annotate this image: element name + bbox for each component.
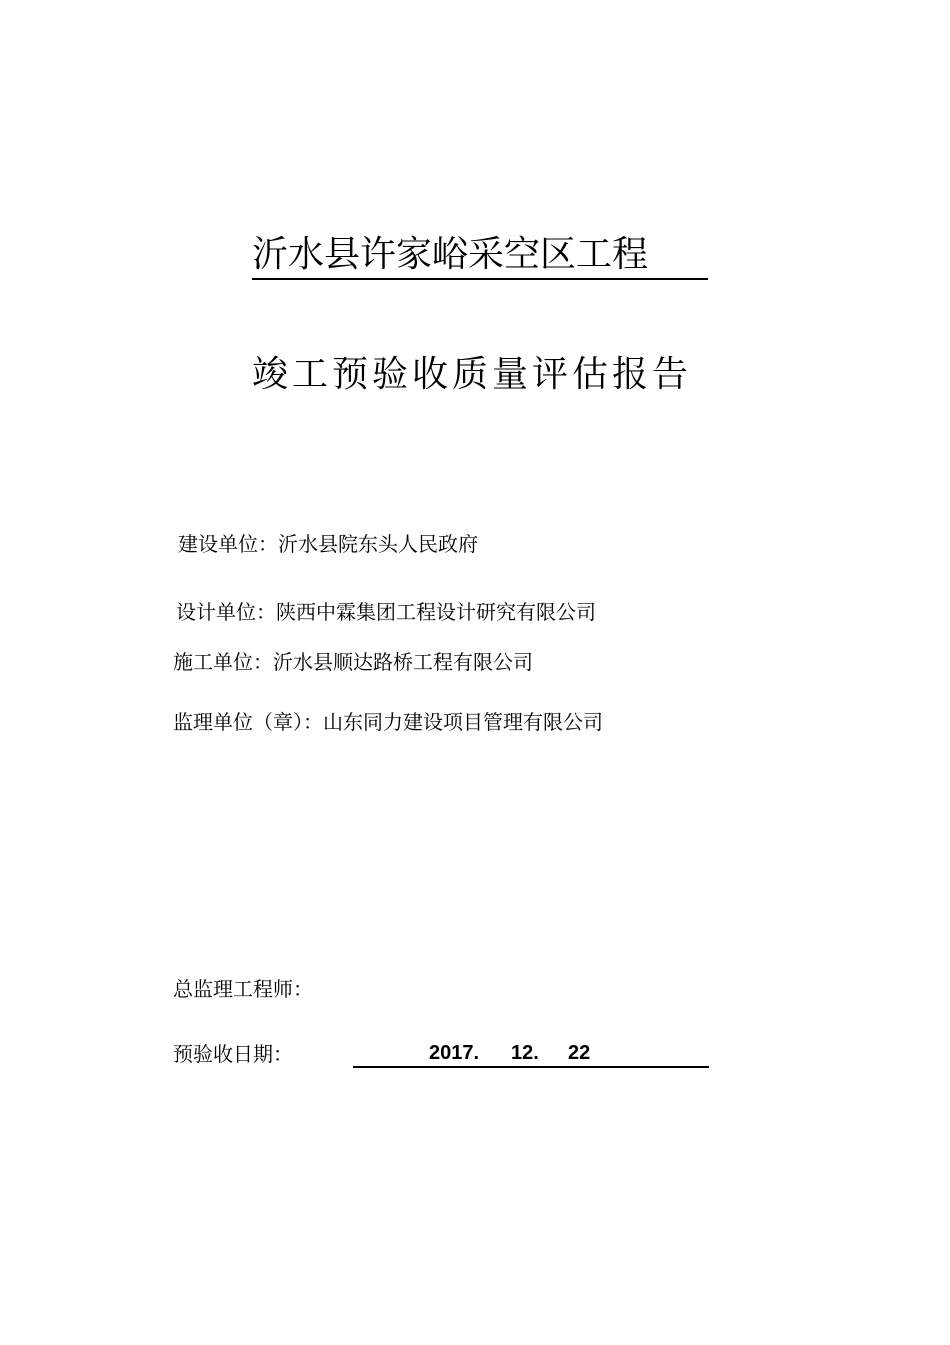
- date-month: 12.: [511, 1042, 539, 1064]
- design-unit-value: 陕西中霖集团工程设计研究有限公司: [276, 600, 596, 624]
- supervision-unit-value: 山东同力建设项目管理有限公司: [323, 710, 603, 734]
- report-title-line1: 沂水县许家峪采空区工程: [252, 232, 708, 280]
- date-year: 2017.: [429, 1042, 480, 1064]
- construction-unit-label: 建设单位：: [178, 532, 278, 556]
- acceptance-date-value: [353, 1040, 709, 1068]
- report-title-line2: 竣工预验收质量评估报告: [252, 354, 693, 395]
- contractor-unit-label: 施工单位：: [173, 650, 273, 674]
- contractor-unit-row: [173, 648, 533, 676]
- date-day: 22: [568, 1042, 591, 1064]
- construction-unit-row: [178, 530, 478, 558]
- design-unit-label: 设计单位：: [176, 600, 276, 624]
- supervision-unit-row: [173, 708, 603, 736]
- supervision-unit-label: 监理单位（章）：: [173, 710, 323, 734]
- contractor-unit-value: 沂水县顺达路桥工程有限公司: [273, 650, 533, 674]
- construction-unit-value: 沂水县院东头人民政府: [278, 532, 478, 556]
- design-unit-row: [176, 598, 596, 626]
- chief-engineer-label: 总监理工程师：: [173, 977, 313, 1001]
- acceptance-date-label: 预验收日期：: [173, 1042, 293, 1066]
